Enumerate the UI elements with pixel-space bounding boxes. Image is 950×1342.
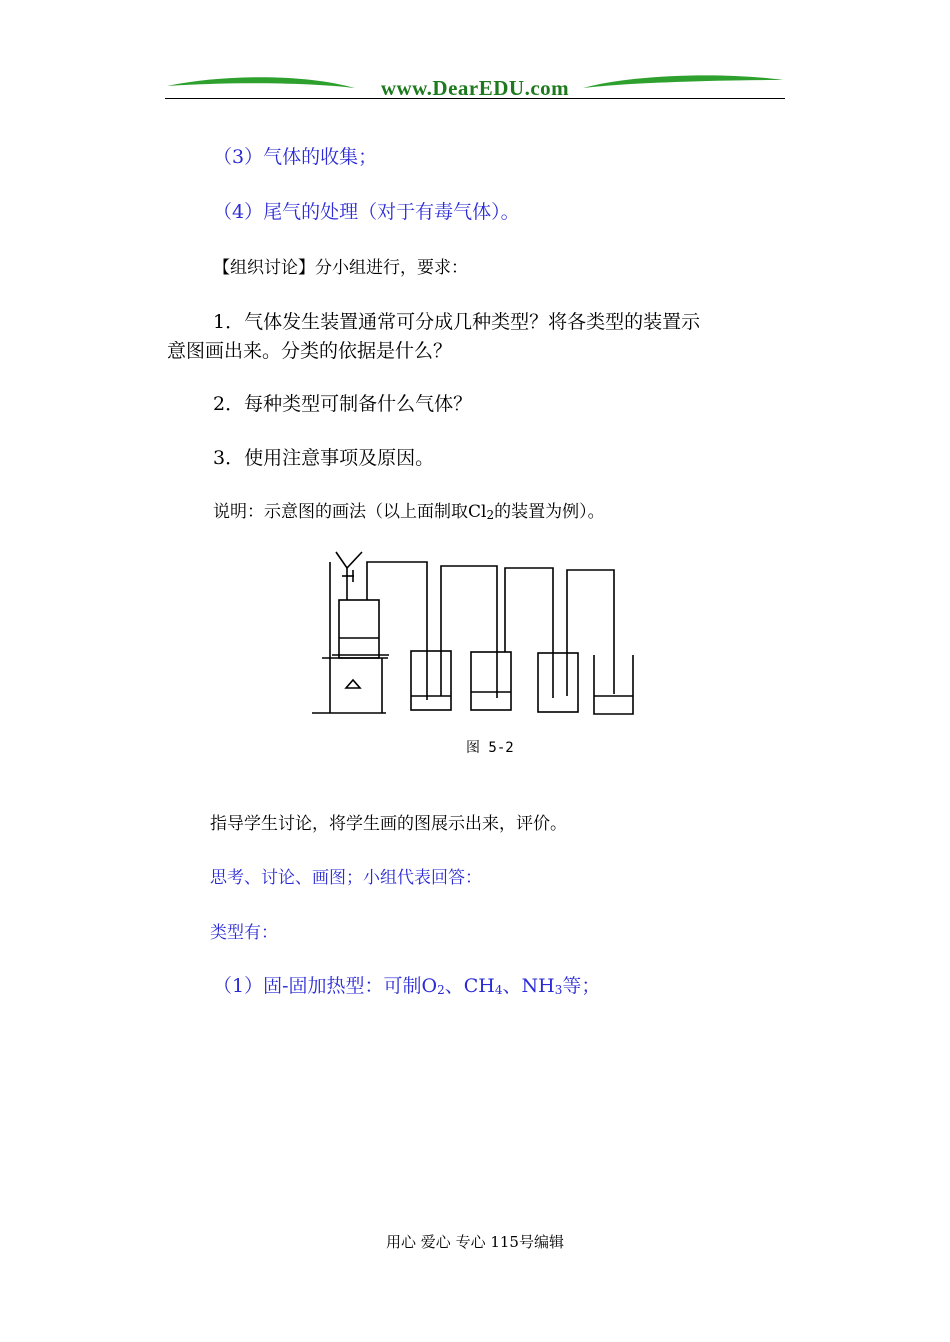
text-line-4: （4）尾气的处理（对于有毒气体）。 (213, 201, 520, 223)
type-1-part2: 、CH (444, 975, 495, 997)
header-banner (165, 66, 785, 106)
figure-note-part1: 说明：示意图的画法（以上面制取Cl (213, 502, 487, 522)
teacher-guidance: 指导学生讨论，将学生画的图展示出来，评价。 (210, 814, 567, 834)
ch4-subscript: 4 (494, 983, 503, 997)
figure-caption: 图 5-2 (466, 740, 514, 756)
question-1-cont: 意图画出来。分类的依据是什么？ (167, 340, 453, 362)
text-line-3: （3）气体的收集； (213, 146, 378, 168)
type-1-part1: （1）固-固加热型：可制O (213, 975, 438, 997)
question-2: 2．每种类型可制备什么气体？ (213, 393, 473, 415)
o2-subscript: 2 (437, 983, 445, 997)
figure-note-subscript: 2 (486, 508, 495, 522)
type-1 (213, 971, 600, 998)
figure-note (213, 497, 605, 522)
apparatus-diagram (310, 548, 640, 723)
apparatus-svg (310, 548, 640, 723)
types-heading: 类型有： (210, 923, 278, 943)
header-rule (165, 98, 785, 99)
footer: 用心 爱心 专心 115号编辑 (386, 1233, 564, 1251)
discussion-heading: 【组织讨论】分小组进行，要求： (213, 258, 468, 278)
student-activity: 思考、讨论、画图；小组代表回答： (210, 868, 482, 888)
nh3-subscript: 3 (554, 983, 563, 997)
site-name[interactable]: www.DearEDU.com (380, 76, 570, 100)
type-1-part4: 等； (562, 975, 601, 997)
question-3: 3．使用注意事项及原因。 (213, 447, 435, 469)
type-1-part3: 、NH (502, 975, 555, 997)
question-1: 1．气体发生装置通常可分成几种类型？将各类型的装置示 (213, 311, 701, 333)
figure-note-part2: 的装置为例）。 (494, 502, 605, 522)
